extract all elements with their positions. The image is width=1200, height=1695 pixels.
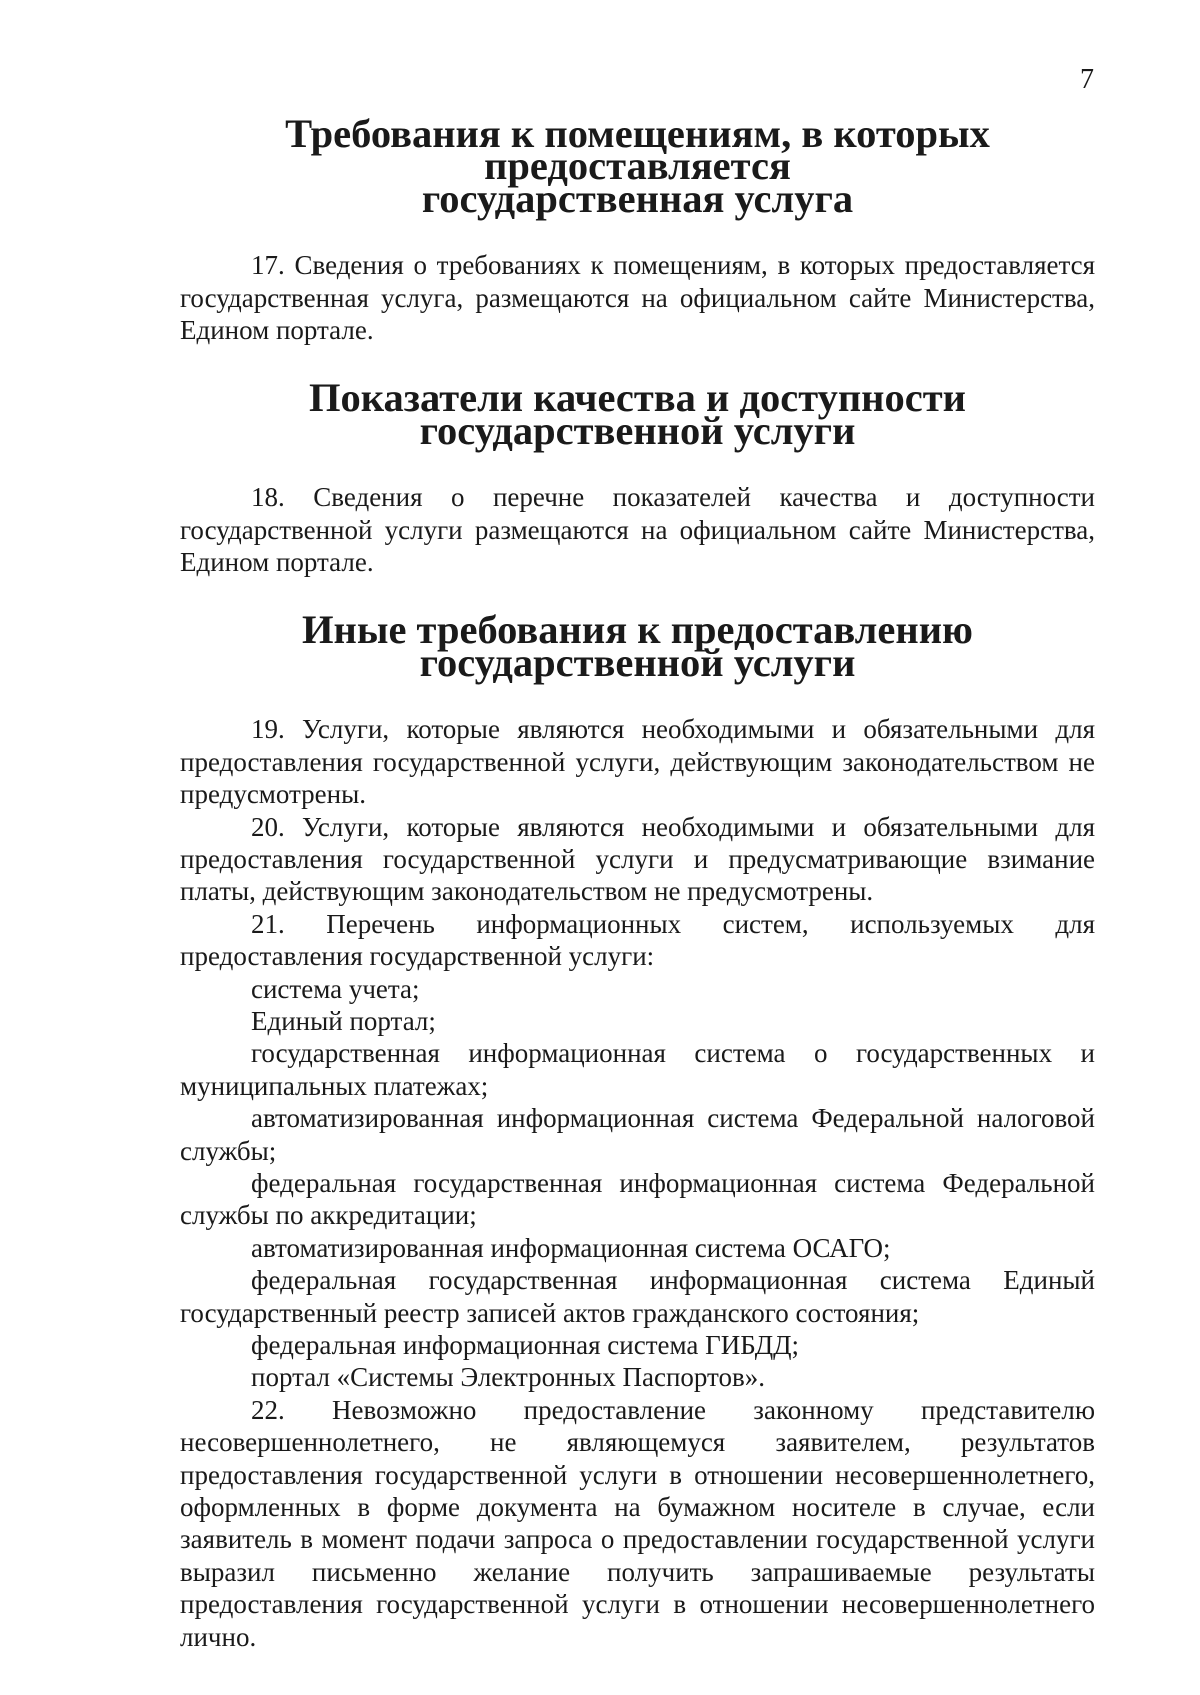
list-item: федеральная информационная система ГИБДД; (251, 1330, 800, 1360)
list-item: портал «Системы Электронных Паспортов». (251, 1362, 765, 1393)
list-item: автоматизированная информационная система ОСАГО; (251, 1232, 891, 1263)
list-item: федеральная государственная информационная система Единый государственный реестр записей актов гражданского состояния; (180, 1265, 1095, 1328)
heading-line: Показатели качества и доступности государственной услуги (309, 375, 966, 453)
paragraph-22: 22. Невозможно предоставление законному представителю несовершеннолетнего, не являющемуся заявителем, результатов предоставления государственной услуги в отношении несовершеннолетнего, оформленных в форме документа на бумажном носителе в случае, если заявитель в момент подачи запроса о предоставлении государственной услуги выразил письменно желание получить запрашиваемые результаты предоставления государственной услуги в отношении несовершеннолетнего лично. (180, 1394, 1095, 1652)
list-item: система учета; (251, 973, 420, 1004)
paragraph-20: 20. Услуги, которые являются необходимыми и обязательными для предоставления государственной услуги и предусматривающие взимание платы, действующим законодательством не предусмотрены. (180, 811, 1095, 907)
page-number: 7 (1080, 64, 1094, 95)
section-heading-quality (180, 375, 1095, 453)
heading-line: государственная услуга (421, 175, 854, 221)
document-body (180, 111, 1095, 1653)
section-heading-other-requirements (180, 607, 1095, 685)
paragraph-17: 17. Сведения о требованиях к помещениям, в которых предоставляется государственная услуга, размещаются на официальном сайте Министерства, Едином портале. (180, 250, 1095, 346)
section-heading-premises (180, 111, 1095, 221)
heading-line: Иные требования к предоставлению государственной услуги (302, 607, 973, 685)
list-item: федеральная государственная информационная система Федеральной службы по аккредитации; (180, 1167, 1095, 1231)
paragraph-19: 19. Услуги, которые являются необходимыми и обязательными для предоставления государственной услуги, действующим законодательством не предусмотрены. (180, 714, 1095, 810)
list-item: автоматизированная информационная система Федеральной налоговой службы; (180, 1103, 1095, 1166)
paragraph-21: 21. Перечень информационных систем, используемых для предоставления государственной услуги: (180, 908, 1095, 972)
list-item: государственная информационная система о государственных и муниципальных платежах; (180, 1038, 1095, 1101)
list-item: Единый портал; (251, 1005, 436, 1036)
heading-line: Требования к помещениям, в которых предоставляется (285, 111, 990, 189)
paragraph-18: 18. Сведения о перечне показателей качества и доступности государственной услуги размещаются на официальном сайте Министерства, Едином портале. (180, 482, 1095, 578)
